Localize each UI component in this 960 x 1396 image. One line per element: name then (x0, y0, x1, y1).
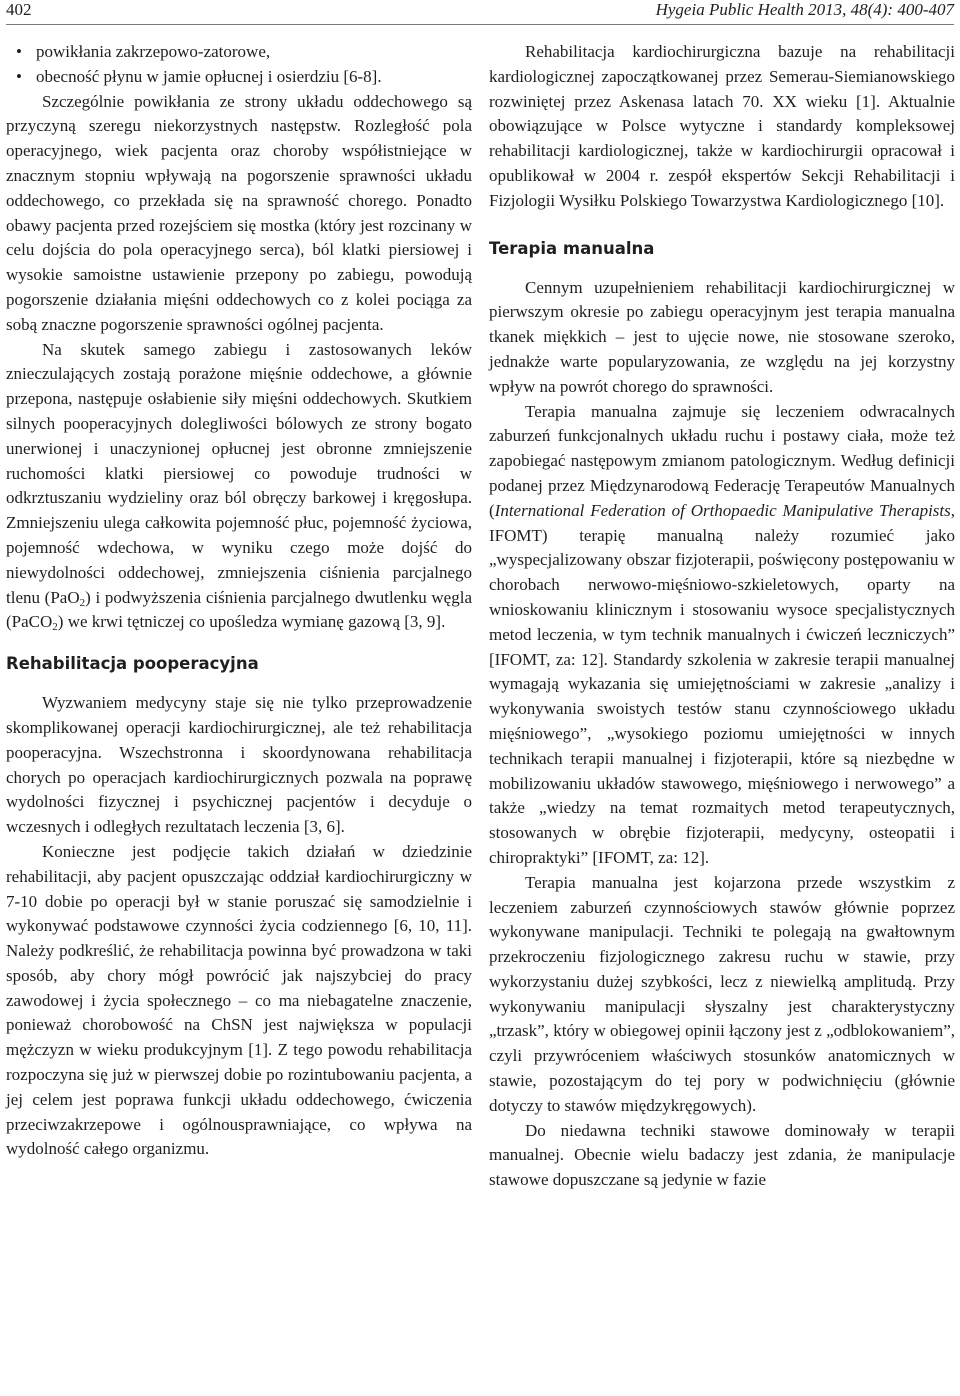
paragraph: Szczególnie powikłania ze strony układu oddechowego są przyczyną szeregu niekorzystnych następstw. Rozległość pola operacyjnego, wiek pacjenta oraz choroby współistniejące w znacznym stopniu wpływają na pogorszenie sprawności układu oddechowego, co przekłada się na sprawność chorego. Ponadto obawy pacjenta przed rozejściem się mostka (który jest rozcinany w celu dojścia do pola operacyjnego serca), ból klatki piersiowej i wysokie samoistne ustawienie przepony po zabiegu, powodują pogorszenie działania mięśni oddechowych co z kolei pociąga za sobą znaczne pogorszenie sprawności ogólnej pacjenta. (6, 91, 472, 334)
bullet-icon: • (16, 66, 22, 86)
list-item-text: obecność płynu w jamie opłucnej i osierdziu [6-8]. (36, 66, 382, 86)
paragraph-text: Na skutek samego zabiegu i zastosowanych leków znieczulających zostają porażone mięśnie oddechowe, a głównie przepona, następuje osłabienie siły mięśni oddechowych. Skutkiem silnych pooperacyjnych dolegliwości bólowych ze strony bogato unerwionej i unaczynionej opłucnej jest obronne zmniejszenie ruchomości klatki piersiowej co powoduje trudności w odkrztuszaniu wydzieliny oraz ból obręczy barkowej i kręgosłupa. Zmniejszeniu ulega całkowita pojemność płuc, pojemność życiowa, pojemność wdechowa, w wyniku czego może dojść do niewydolności oddechowej, zmniejszenia ciśnienia parcjalnego tlenu (PaO (6, 339, 472, 607)
paragraph-text: , IFOMT) terapię manualną należy rozumieć jako „wyspecjalizowany obszar fizjoterapii, poświęcony postępowaniu w chorobach nerwowo-mięśniowo-szkieletowych, oparty na wnioskowaniu klinicznym i stosowaniu wysoce specjalistycznych metod leczenia, w tym technik manualnych i ćwiczeń leczniczych” [IFOMT, za: 12]. Standardy szkolenia w zakresie terapii manualnej wymagają wykazania się umiejętnościami w zakresie „analizy i wykonywania swoistych testów stanu czynnościowego układu mięśniowego”, „wysokiego poziomu umiejętności w innych technikach terapii manualnej i fizjoterapii, które są niezbędne w mobilizowaniu układów stawowego, mięśniowego i nerwowego” a także „wiedzy na temat rozmaitych metod terapeutycznych, stosowanych w obrębie fizjoterapii, medycyny, osteopatii i chiropraktyki” [IFOMT, za: 12]. (489, 500, 955, 867)
paragraph: Do niedawna techniki stawowe dominowały w terapii manualnej. Obecnie wielu badaczy jest zdania, że manipulacje stawowe dopuszczane są jedynie w fazie (489, 1120, 955, 1190)
page-number: 402 (6, 0, 32, 19)
paragraph (6, 338, 472, 636)
paragraph: Wyzwaniem medycyny staje się nie tylko przeprowadzenie skomplikowanej operacji kardiochirurgicznej, ale też rehabilitacja pooperacyjna. Wszechstronna i skoordynowana rehabilitacja chorych po operacjach kardiochirurgicznych pozwala na poprawę wydolności fizycznej i psychicznej pacjentów i decyduje o wczesnych i odległych rezultatach leczenia [3, 6]. (6, 693, 472, 837)
bullet-icon: • (16, 42, 22, 61)
italic-term: International Federation of Orthopaedic Manipulative Therapists (494, 500, 951, 520)
paragraph: Terapia manualna jest kojarzona przede wszystkim z leczeniem zaburzeń czynnościowych stawów głównie poprzez wykonywane manipulacji. Techniki te polegają na gwałtownym przekroczeniu fizjologicznego zakresu ruchu w stawie, przy wykorzystaniu dużej szybkości, lecz z niewielką amplitudą. Przy wykonywaniu manipulacji słyszalny jest charakterystyczny „trzask”, który w obiegowej opinii łączony jest z „odblokowaniem”, czyli przywróceniem właściwych stosunków anatomicznych w stawie, pozostającym do tej pory w podwichnięciu (głównie dotyczy to stawów międzykręgowych). (489, 872, 955, 1115)
paragraph-text: Terapia manualna zajmuje się leczeniem odwracalnych zaburzeń funkcjonalnych układu ruchu i postawy ciała, może też zapobiegać następowym zmianom patologicznym. Według definicji podanej przez Międzynarodową Federację Terapeutów Manualnych ( (489, 401, 955, 520)
section-heading: Rehabilitacja pooperacyjna (6, 654, 259, 674)
list-item (6, 65, 472, 90)
paragraph: Konieczne jest podjęcie takich działań w dziedzinie rehabilitacji, aby pacjent opuszczając oddział kardiochirurgiczny w 7-10 dobie po operacji był w stanie poruszać się samodzielnie i wykonywać podstawowe czynności życia codziennego [6, 10, 11]. Należy podkreślić, że rehabilitacja powinna być prowadzona w taki sposób, aby chory mógł powrócić jak najszybciej do pracy zawodowej i życia społecznego – co ma niebagatelne znaczenie, ponieważ chorobowość na ChSN jest największa w populacji mężczyzn w wieku produkcyjnym [1]. Z tego powodu rehabilitacja rozpoczyna się już w pierwszej dobie po rozintubowaniu pacjenta, a jej celem jest poprawa funkcji układu oddechowego, ćwiczenia przeciwzakrzepowe i ogólnousprawniające, co wpływa na wydolność całego organizmu. (6, 841, 472, 1159)
paragraph (489, 400, 955, 871)
list-item-text: powikłania zakrzepowo-zatorowe, (36, 42, 271, 61)
right-column (489, 40, 955, 1193)
list-item (6, 40, 472, 65)
running-header (6, 0, 954, 25)
complications-list (6, 40, 472, 90)
journal-citation: Hygeia Public Health 2013, 48(4): 400-407 (655, 0, 954, 19)
section-heading: Terapia manualna (489, 238, 655, 258)
paragraph-text: ) i podwyższenia ciśnienia parcjalnego dwutlenku węgla (PaCO (6, 587, 472, 632)
paragraph-text: ) we krwi tętniczej co upośledza wymianę gazową [3, 9]. (57, 612, 446, 632)
left-column (6, 40, 472, 1162)
paragraph: Cennym uzupełnieniem rehabilitacji kardiochirurgicznej w pierwszym okresie po zabiegu operacyjnym jest terapia manualna tkanek miękkich – jest to ujęcie nowe, nie stosowane szeroko, jednakże warte popularyzowania, ze względu na jej korzystny wpływ na powrót chorego do sprawności. (489, 277, 955, 396)
paragraph: Rehabilitacja kardiochirurgiczna bazuje na rehabilitacji kardiologicznej zapoczątkowanej przez Semerau-Siemianowskiego rozwiniętej przez Askenasa latach 70. XX wieku [1]. Aktualnie obowiązujące w Polsce wytyczne i standardy kompleksowej rehabilitacji kardiologicznej, także w kardiochirurgii opracował i opublikował w 2004 r. zespół ekspertów Sekcji Rehabilitacji i Fizjologii Wysiłku Polskiego Towarzystwa Kardiologicznego [10]. (489, 42, 955, 210)
subscript: 2 (52, 621, 58, 634)
subscript: 2 (79, 596, 86, 609)
